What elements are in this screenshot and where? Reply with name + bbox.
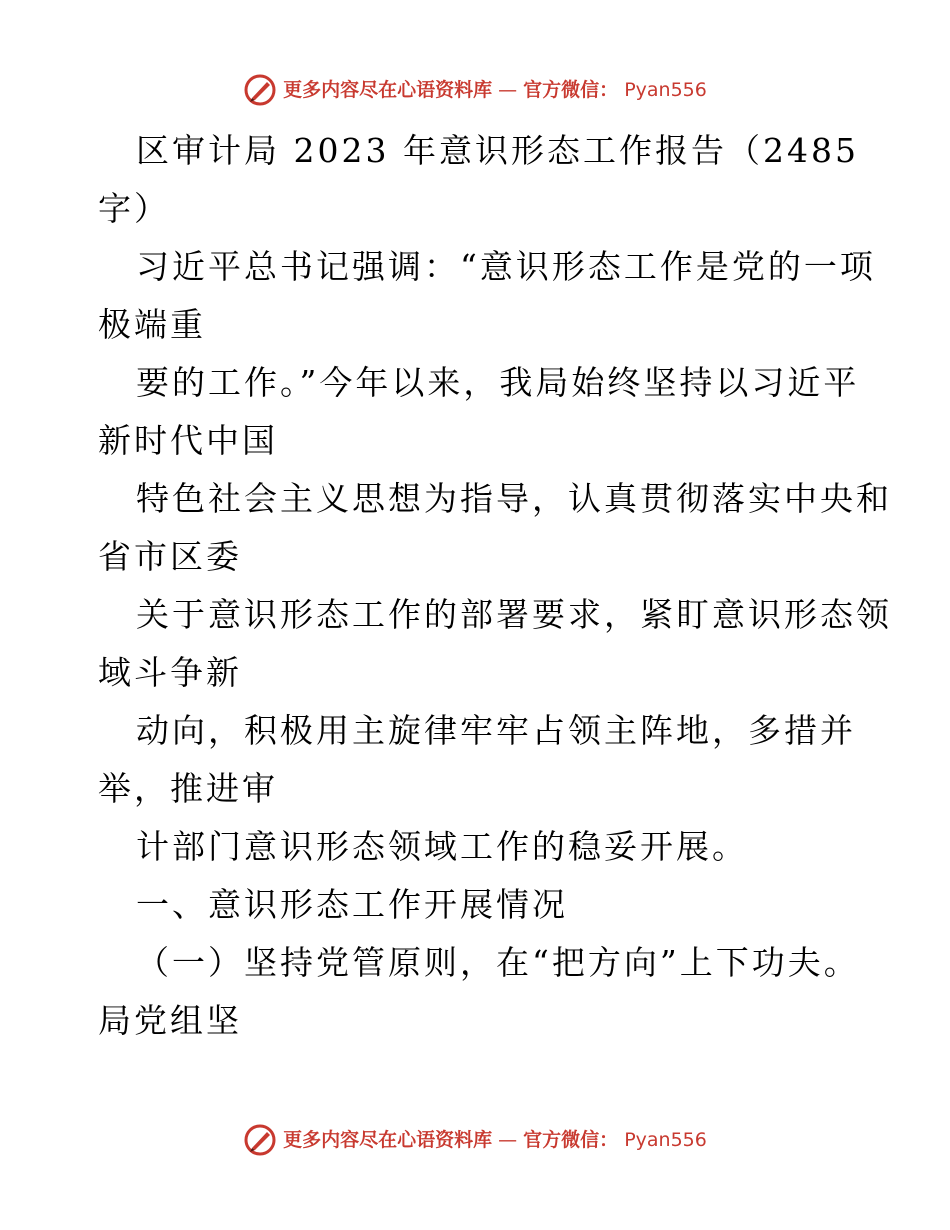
text-line: 要的工作。”今年以来，我局始终坚持以习近平	[136, 363, 860, 402]
footer-watermark	[0, 1120, 950, 1160]
quill-pen-logo-icon	[243, 73, 277, 107]
text-line: 新时代中国	[98, 421, 278, 460]
text-line: 局党组坚	[98, 1001, 242, 1040]
text-line: 区审计局 2023 年意识形态工作报告（2485	[136, 131, 859, 170]
text-line: 极端重	[98, 305, 206, 344]
header-watermark	[0, 70, 950, 110]
text-line: 关于意识形态工作的部署要求，紧盯意识形态领	[136, 595, 892, 634]
watermark-dash: —	[498, 1129, 518, 1151]
watermark-dash: —	[498, 79, 518, 101]
section-heading: 一、意识形态工作开展情况	[136, 885, 568, 924]
text-line: 计部门意识形态领域工作的稳妥开展。	[136, 827, 748, 866]
subsection-heading: （一）坚持党管原则，在“把方向”上下功夫。	[136, 943, 860, 982]
watermark-main-text: 更多内容尽在心语资料库	[283, 79, 493, 101]
text-line: 域斗争新	[98, 653, 242, 692]
text-line: 字）	[98, 189, 170, 228]
text-line: 举，推进审	[98, 769, 278, 808]
text-line: 动向，积极用主旋律牢牢占领主阵地，多措并	[136, 711, 856, 750]
text-line: 省市区委	[98, 537, 242, 576]
watermark-wechat-label: 官方微信：	[523, 1129, 619, 1151]
watermark-wechat-label: 官方微信：	[523, 79, 619, 101]
quill-pen-logo-icon	[243, 1123, 277, 1157]
text-line: 习近平总书记强调：“意识形态工作是党的一项	[136, 247, 876, 286]
watermark-wechat-id: Pyan556	[624, 1129, 707, 1151]
watermark-main-text: 更多内容尽在心语资料库	[283, 1129, 493, 1151]
watermark-wechat-id: Pyan556	[624, 79, 707, 101]
document-body	[98, 122, 892, 1050]
text-line: 特色社会主义思想为指导，认真贯彻落实中央和	[136, 479, 892, 518]
